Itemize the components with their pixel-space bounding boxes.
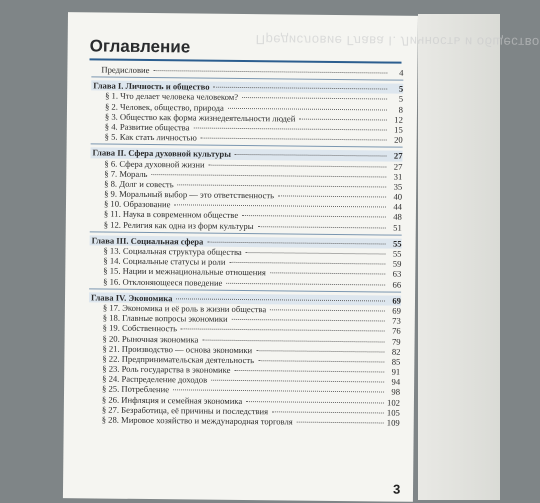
toc-entry-label: § 17. Экономика и её роль в жизни общества bbox=[102, 302, 267, 315]
toc-entry-page: 12 bbox=[394, 114, 403, 125]
toc-entry-label: Глава IV. Экономика bbox=[90, 292, 173, 304]
dot-leader bbox=[226, 282, 385, 285]
toc-entry-label: Глава II. Сфера духовной культуры bbox=[92, 147, 232, 160]
dot-leader bbox=[153, 70, 387, 73]
dot-leader bbox=[193, 127, 386, 130]
dot-leader bbox=[207, 241, 385, 244]
toc-entry-page: 98 bbox=[391, 387, 401, 398]
toc-entry-page: 91 bbox=[391, 366, 401, 377]
toc-entry-page: 109 bbox=[386, 417, 400, 428]
dot-leader bbox=[257, 226, 385, 228]
dot-leader bbox=[234, 370, 384, 373]
toc-entry-page: 105 bbox=[386, 407, 400, 418]
dot-leader bbox=[246, 401, 384, 403]
toc-entry-page: 102 bbox=[387, 397, 400, 408]
toc-entry-page: 5 bbox=[398, 94, 404, 105]
toc-entry-page: 76 bbox=[392, 325, 401, 336]
toc-entry-label: § 27. Безработица, её причины и последствия bbox=[101, 404, 269, 417]
toc-entry-page: 94 bbox=[391, 376, 401, 387]
toc-entry-page: 59 bbox=[392, 258, 402, 269]
dot-leader bbox=[272, 411, 384, 413]
toc-entry-label: § 9. Моральный выбор — это ответственность bbox=[104, 188, 275, 201]
page-edge bbox=[418, 14, 500, 500]
toc-entry-label: § 1. Что делает человека человеком? bbox=[105, 90, 239, 103]
toc-entry-label: § 21. Производство — основа экономики bbox=[102, 343, 253, 355]
toc-entry-label: § 5. Как стать личностью bbox=[104, 131, 197, 143]
dot-leader bbox=[232, 319, 385, 322]
toc-section-row bbox=[90, 219, 402, 232]
toc-entry-label: § 25. Потребление bbox=[102, 383, 170, 395]
toc-entry-page: 82 bbox=[391, 346, 401, 357]
toc-entry-label: § 23. Роль государства в экономике bbox=[102, 363, 231, 375]
toc-preface-row bbox=[91, 64, 403, 77]
toc-entry-label: § 13. Социальная структура общества bbox=[103, 245, 242, 257]
dot-leader bbox=[151, 174, 386, 177]
toc-entry-label: § 6. Сфера духовной жизни bbox=[104, 158, 205, 170]
toc-entry-page: 69 bbox=[392, 305, 401, 316]
dot-leader bbox=[270, 273, 385, 275]
toc-entry-label: § 10. Образование bbox=[103, 198, 171, 210]
toc-entry-page: 27 bbox=[393, 161, 403, 172]
toc-entry-page: 40 bbox=[393, 191, 403, 202]
toc-entry-page: 66 bbox=[392, 279, 402, 290]
toc-entry-label: § 22. Предпринимательская деятельность bbox=[102, 353, 255, 366]
dot-leader bbox=[299, 118, 387, 120]
toc-entry-page: 27 bbox=[393, 150, 403, 161]
dot-leader bbox=[181, 329, 385, 332]
toc-entry-label: Глава III. Социальная сфера bbox=[91, 235, 204, 247]
toc-entry-page: 48 bbox=[393, 212, 402, 223]
toc-entry-page: 79 bbox=[391, 336, 401, 347]
bleed-through-text: Предисловие Глава I. Личность и общество bbox=[255, 32, 540, 51]
dot-leader bbox=[242, 215, 386, 218]
toc-entry-label: § 15. Нации и межнациональные отношения bbox=[103, 265, 266, 278]
dot-leader bbox=[270, 309, 385, 311]
dot-leader bbox=[209, 164, 387, 167]
toc-entry-label: § 24. Распределение доходов bbox=[102, 373, 208, 385]
toc-entry-label: § 14. Социальные статусы и роли bbox=[103, 255, 226, 268]
toc-entry-page: 55 bbox=[392, 248, 402, 259]
toc-entry-label: § 12. Религия как одна из форм культуры bbox=[103, 219, 254, 231]
page-number: 3 bbox=[392, 481, 401, 497]
dot-leader bbox=[297, 422, 384, 424]
toc-entry-label: § 4. Развитие общества bbox=[104, 121, 190, 133]
dot-leader bbox=[214, 87, 388, 90]
toc-entry-page: 8 bbox=[398, 104, 404, 115]
toc-entry-label: § 3. Общество как форма жизнедеятельности людей bbox=[104, 111, 296, 124]
book-page bbox=[63, 12, 540, 502]
toc-entry-page: 4 bbox=[399, 67, 404, 78]
dot-leader bbox=[235, 154, 387, 157]
toc-entry-page: 69 bbox=[392, 295, 402, 306]
dot-leader bbox=[176, 298, 385, 301]
dot-leader bbox=[256, 350, 384, 352]
dot-leader bbox=[173, 390, 384, 393]
toc-entry-label: § 16. Отклоняющееся поведение bbox=[103, 276, 223, 288]
dot-leader bbox=[201, 138, 387, 141]
toc-entry-page: 63 bbox=[392, 268, 402, 280]
dot-leader bbox=[229, 262, 385, 265]
page-title: Оглавление bbox=[89, 36, 191, 57]
toc-entry-page: 73 bbox=[392, 315, 401, 326]
toc-entry-label: § 19. Собственность bbox=[102, 322, 178, 334]
dot-leader bbox=[174, 205, 386, 208]
toc-entry-page: 31 bbox=[393, 171, 403, 182]
toc-entry-page: 51 bbox=[393, 222, 402, 233]
dot-leader bbox=[278, 195, 386, 197]
toc-list bbox=[88, 64, 404, 427]
toc-entry-label: § 7. Мораль bbox=[104, 168, 148, 179]
toc-entry-label: § 18. Главные вопросы экономики bbox=[102, 312, 228, 324]
toc-entry-page: 55 bbox=[392, 238, 402, 249]
toc-section-row bbox=[89, 276, 401, 289]
dot-leader bbox=[211, 380, 384, 383]
toc-entry-page: 20 bbox=[394, 134, 403, 145]
toc-entry-label: § 2. Человек, общество, природа bbox=[104, 101, 224, 113]
dot-leader bbox=[242, 97, 387, 100]
toc-entry-page: 44 bbox=[393, 201, 403, 212]
toc-entry-page: 15 bbox=[394, 124, 403, 135]
dot-leader bbox=[258, 360, 384, 362]
toc-section-row bbox=[88, 414, 400, 427]
toc-entry-page: 5 bbox=[398, 83, 404, 94]
toc-entry-label: § 28. Мировое хозяйство и международная торговля bbox=[101, 414, 293, 427]
toc-entry-label: Предисловие bbox=[101, 64, 150, 76]
toc-entry-page: 85 bbox=[391, 356, 401, 367]
toc-entry-label: Глава I. Личность и общество bbox=[93, 80, 210, 92]
toc-entry-label: § 11. Наука в современном обществе bbox=[103, 208, 239, 221]
toc-entry-label: § 26. Инфляция и семейная экономика bbox=[101, 394, 243, 406]
title-underline bbox=[90, 58, 402, 63]
toc-entry-label: § 8. Долг и совесть bbox=[104, 178, 174, 190]
toc-entry-page: 35 bbox=[393, 181, 403, 192]
dot-leader bbox=[246, 252, 386, 254]
dot-leader bbox=[228, 107, 387, 110]
dot-leader bbox=[178, 184, 387, 187]
toc-entry-label: § 20. Рыночная экономика bbox=[102, 333, 199, 345]
dot-leader bbox=[202, 339, 384, 342]
toc-section-row bbox=[91, 132, 403, 145]
